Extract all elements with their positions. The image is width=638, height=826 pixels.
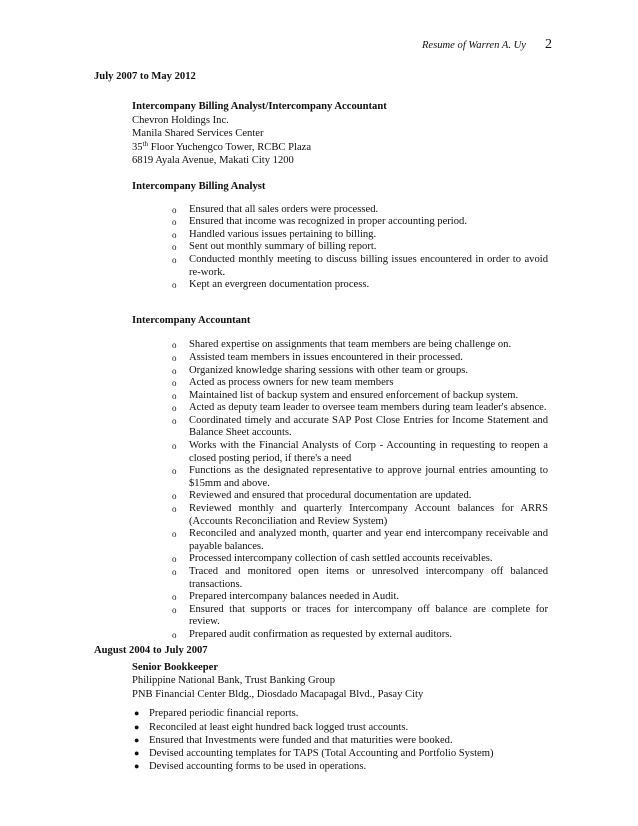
bullet-dot-icon: ● xyxy=(134,708,140,719)
sub1-title: Intercompany Billing Analyst xyxy=(132,180,266,192)
circle-bullet-icon: o xyxy=(172,280,177,291)
sub2-duty-list xyxy=(172,339,548,641)
job1-block xyxy=(132,100,548,642)
duty-item: o Prepared intercompany balances needed in Audit. xyxy=(172,591,400,603)
sub1-duty-list xyxy=(172,204,548,292)
circle-bullet-icon: o xyxy=(172,390,177,401)
job1-floor-rest: Floor Yuchengco Tower, RCBC Plaza xyxy=(148,141,312,153)
duty-item: o Acted as process owners for new team members xyxy=(172,377,394,389)
circle-bullet-icon: o xyxy=(172,592,177,603)
duty-item: o Functions as the designated representative to approve journal entries amounting to $15mm and above. xyxy=(172,465,548,489)
duty-item: ● Devised accounting forms to be used in operations. xyxy=(134,761,367,773)
duty-item: o Reconciled and analyzed month, quarter and year end intercompany receivable and payable balances. xyxy=(172,528,548,552)
job1-company: Chevron Holdings Inc. xyxy=(132,114,229,126)
circle-bullet-icon: o xyxy=(172,466,177,477)
duty-item: o Acted as deputy team leader to oversee team members during team leader's absence. xyxy=(172,402,547,414)
bullet-dot-icon: ● xyxy=(134,747,140,758)
duty-item: o Works with the Financial Analysts of Corp - Accounting in requesting to reopen a closed posting period, if there's a need xyxy=(172,440,548,464)
page-number: 2 xyxy=(545,37,552,52)
circle-bullet-icon: o xyxy=(172,629,177,640)
duty-item: o Reviewed and ensured that procedural documentation are updated. xyxy=(172,490,472,502)
duty-item: o Ensured that all sales orders were processed. xyxy=(172,203,379,215)
resume-content xyxy=(94,70,548,773)
duty-item: o Organized knowledge sharing sessions with other team or groups. xyxy=(172,364,469,376)
circle-bullet-icon: o xyxy=(172,554,177,565)
duty-item: o Sent out monthly summary of billing report. xyxy=(172,241,377,253)
circle-bullet-icon: o xyxy=(172,567,177,577)
circle-bullet-icon: o xyxy=(172,217,177,228)
duty-item: o Kept an evergreen documentation process. xyxy=(172,279,370,291)
circle-bullet-icon: o xyxy=(172,352,177,363)
job1-floor-number: 35 xyxy=(132,141,143,153)
page-header xyxy=(0,38,638,54)
job2-company: Philippine National Bank, Trust Banking Group xyxy=(132,675,336,687)
duty-item: o Ensured that supports or traces for intercompany off balance are complete for review. xyxy=(172,603,548,628)
duty-item: o Maintained list of backup system and ensured enforcement of backup system. xyxy=(172,389,519,401)
duty-item: o Ensured that income was recognized in proper accounting period. xyxy=(172,216,467,228)
circle-bullet-icon: o xyxy=(172,403,177,414)
job1-address: 6819 Ayala Avenue, Makati City 1200 xyxy=(132,155,294,167)
circle-bullet-icon: o xyxy=(172,491,177,502)
circle-bullet-icon: o xyxy=(172,504,177,515)
duty-item: o Assisted team members in issues encountered in their processed. xyxy=(172,351,463,363)
circle-bullet-icon: o xyxy=(172,204,177,215)
circle-bullet-icon: o xyxy=(172,441,177,452)
job2-period: August 2004 to July 2007 xyxy=(94,644,208,656)
duty-item: ● Prepared periodic financial reports. xyxy=(134,708,299,720)
job1-floor xyxy=(132,141,548,155)
duty-item: o Traced and monitored open items or unresolved intercompany off balanced transactions. xyxy=(172,566,548,590)
bullet-dot-icon: ● xyxy=(134,721,140,732)
duty-item: o Coordinated timely and accurate SAP Post Close Entries for Income Statement and Balance Sheet accounts. xyxy=(172,414,548,439)
circle-bullet-icon: o xyxy=(172,365,177,376)
circle-bullet-icon: o xyxy=(172,340,177,351)
bullet-dot-icon: ● xyxy=(134,761,140,772)
job2-block xyxy=(132,661,548,774)
duty-item: ● Devised accounting templates for TAPS (Total Accounting and Portfolio System) xyxy=(134,747,494,759)
circle-bullet-icon: o xyxy=(172,415,177,426)
duty-item: o Shared expertise on assignments that team members are being challenge on. xyxy=(172,339,512,351)
duty-item: o Conducted monthly meeting to discuss billing issues encountered in order to avoid re-work. xyxy=(172,253,548,278)
circle-bullet-icon: o xyxy=(172,242,177,253)
circle-bullet-icon: o xyxy=(172,604,177,615)
duty-item: o Processed intercompany collection of cash settled accounts receivables. xyxy=(172,553,493,565)
job1-period: July 2007 to May 2012 xyxy=(94,71,196,82)
duty-item: ● Ensured that Investments were funded and that maturities were booked. xyxy=(134,734,453,746)
duty-item: o Reviewed monthly and quarterly Intercompany Account balances for ARRS (Accounts Reconciliation and Review System) xyxy=(172,503,548,527)
job2-duty-list xyxy=(132,707,548,773)
bullet-dot-icon: ● xyxy=(134,734,140,745)
circle-bullet-icon: o xyxy=(172,529,177,540)
job1-center: Manila Shared Services Center xyxy=(132,128,264,140)
job1-position: Intercompany Billing Analyst/Intercompany Accountant xyxy=(132,101,387,112)
duty-item: o Handled various issues pertaining to billing. xyxy=(172,228,377,240)
duty-item: ● Reconciled at least eight hundred back logged trust accounts. xyxy=(134,721,409,733)
job2-position: Senior Bookkeeper xyxy=(132,661,219,673)
sub2-title: Intercompany Accountant xyxy=(132,314,251,326)
circle-bullet-icon: o xyxy=(172,229,177,240)
job1-floor-suffix: th xyxy=(142,139,149,148)
circle-bullet-icon: o xyxy=(172,378,177,389)
circle-bullet-icon: o xyxy=(172,254,177,265)
resume-header-title: Resume of Warren A. Uy xyxy=(421,40,526,51)
job2-address: PNB Financial Center Bldg., Diosdado Macapagal Blvd., Pasay City xyxy=(132,688,424,700)
duty-item: o Prepared audit confirmation as requested by external auditors. xyxy=(172,628,452,640)
